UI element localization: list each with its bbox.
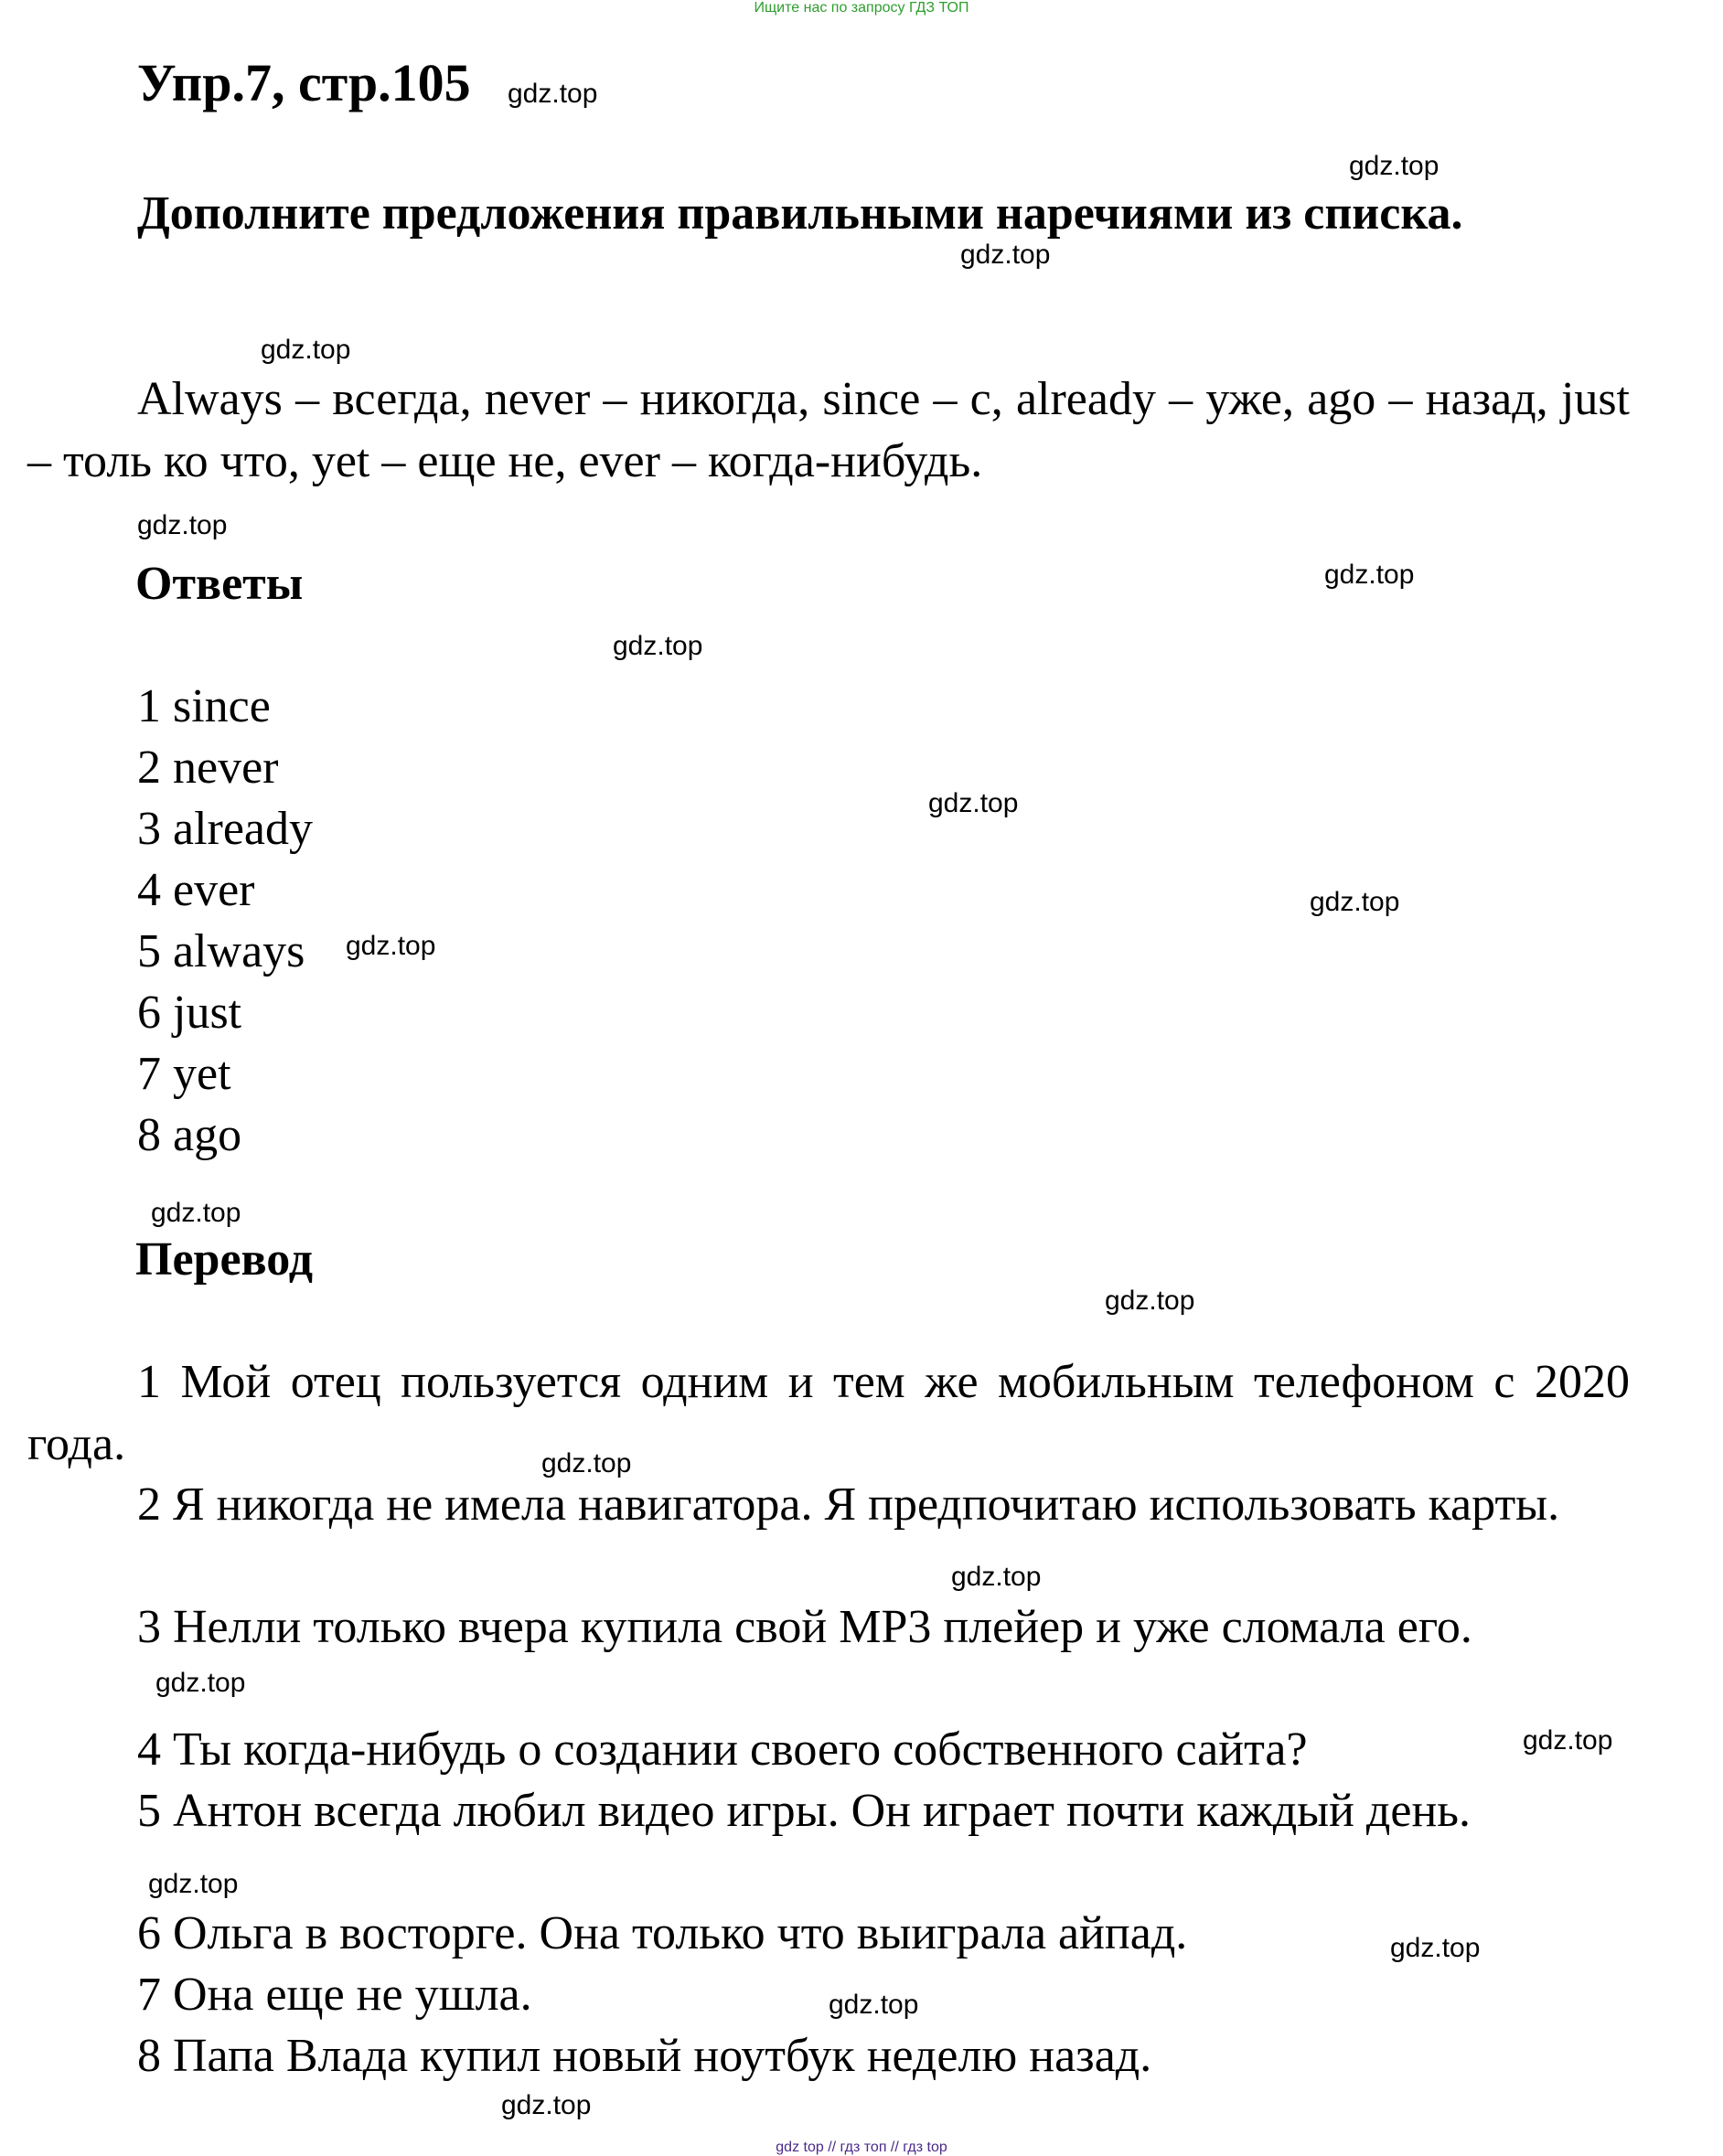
watermark: gdz.top bbox=[346, 931, 436, 961]
watermark: gdz.top bbox=[951, 1562, 1042, 1592]
watermark: gdz.top bbox=[137, 510, 228, 540]
answer-item: 7 yet bbox=[137, 1048, 231, 1100]
answer-item: 5 always bbox=[137, 925, 305, 977]
watermark: gdz.top bbox=[151, 1198, 241, 1228]
translation-item: 5 Антон всегда любил видео игры. Он играет почти каждый день. bbox=[137, 1785, 1472, 1837]
answer-item: 8 ago bbox=[137, 1109, 242, 1161]
watermark: gdz.top bbox=[148, 1869, 239, 1899]
answer-item: 6 just bbox=[137, 987, 242, 1039]
translation-item: 3 Нелли только вчера купила свой MP3 плейер и уже сломала его. bbox=[137, 1601, 1472, 1653]
watermark: gdz.top bbox=[613, 631, 703, 661]
watermark: gdz.top bbox=[928, 788, 1019, 818]
watermark: gdz.top bbox=[1324, 560, 1415, 590]
translation-item: 1 Мой отец пользуется одним и тем же мобильным телефоном с 2020 года. bbox=[27, 1356, 1630, 1470]
watermark: gdz.top bbox=[1523, 1725, 1613, 1756]
translation-heading: Перевод bbox=[135, 1233, 314, 1286]
watermark: gdz.top bbox=[1310, 887, 1400, 917]
watermark: gdz.top bbox=[501, 2090, 592, 2120]
bottom-banner: gdz top // гдз топ // гдз top bbox=[776, 2140, 947, 2155]
top-banner: Ищите нас по запросу ГДЗ ТОП bbox=[754, 0, 969, 16]
translation-item: 7 Она еще не ушла. bbox=[137, 1969, 532, 2021]
watermark: gdz.top bbox=[541, 1448, 632, 1478]
translation-item: 2 Я никогда не имела навигатора. Я предпочитаю использовать карты. bbox=[137, 1478, 1560, 1531]
watermark: gdz.top bbox=[1349, 151, 1439, 181]
watermark: gdz.top bbox=[1105, 1286, 1195, 1316]
task-instruction: Дополните предложения правильными наречиями из списка. bbox=[137, 187, 1463, 240]
answers-heading: Ответы bbox=[135, 558, 304, 610]
translation-item: 6 Ольга в восторге. Она только что выиграла айпад. bbox=[137, 1907, 1188, 1959]
watermark: gdz.top bbox=[829, 1990, 919, 2020]
watermark: gdz.top bbox=[261, 335, 351, 365]
vocabulary-list: Always – всегда, never – никогда, since – с, already – уже, ago – назад, just – толь ко что, yet – еще не, ever – когда-нибудь. bbox=[27, 373, 1630, 487]
answer-item: 3 already bbox=[137, 803, 314, 855]
answer-item: 2 never bbox=[137, 742, 279, 794]
translation-item: 8 Папа Влада купил новый ноутбук неделю назад. bbox=[137, 2030, 1152, 2082]
watermark: gdz.top bbox=[155, 1668, 246, 1698]
answer-item: 4 ever bbox=[137, 864, 255, 916]
answer-item: 1 since bbox=[137, 680, 271, 732]
watermark: gdz.top bbox=[960, 240, 1051, 270]
watermark: gdz.top bbox=[1390, 1933, 1481, 1963]
exercise-title: Упр.7, стр.105 bbox=[137, 53, 471, 112]
translation-item: 4 Ты когда-нибудь о создании своего собственного сайта? bbox=[137, 1724, 1308, 1776]
watermark: gdz.top bbox=[508, 79, 598, 109]
